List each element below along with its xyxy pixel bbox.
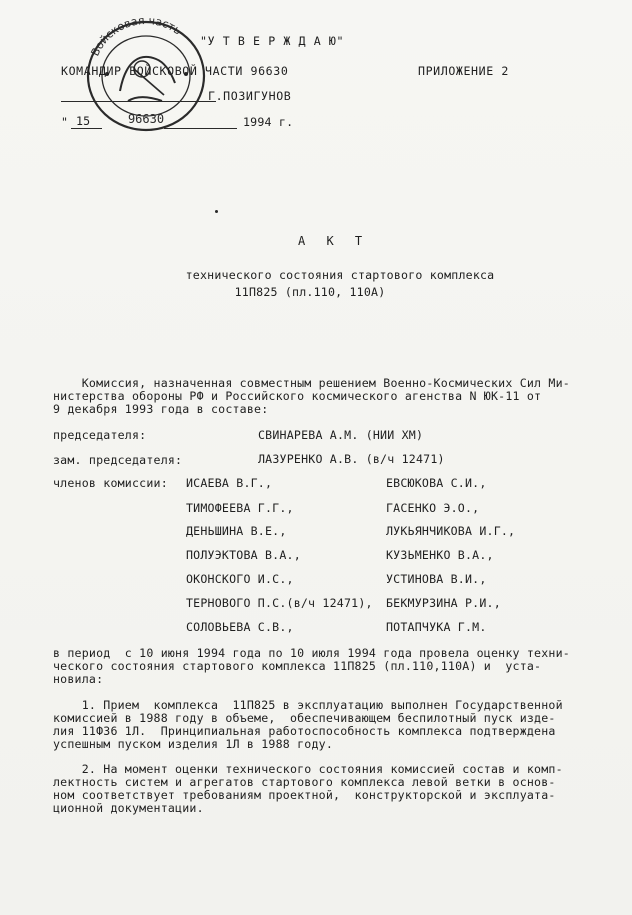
approval-date-day: 15 bbox=[76, 114, 91, 128]
date-day-line bbox=[71, 128, 102, 129]
document-subtitle-line2: 11П825 (пл.110, 110А) bbox=[234, 285, 386, 299]
item2-line-2: лектность систем и агрегатов стартового комплекса левой ветки в основ- bbox=[53, 775, 556, 789]
member-left-3: ДЕНЬШИНА В.Е., bbox=[186, 524, 287, 538]
period-line-1: в период с 10 июня 1994 года по 10 июля 1994 года провела оценку техни- bbox=[53, 646, 570, 660]
item2-line-3: ном соответствует требованиям проектной, конструкторской и эксплуата- bbox=[53, 788, 556, 802]
item2-line-4: ционной документации. bbox=[53, 801, 204, 815]
member-right-6: БЕКМУРЗИНА Р.И., bbox=[386, 596, 501, 610]
intro-line-2: нистерства обороны РФ и Российского космического агенства N ЮК-11 от bbox=[53, 389, 542, 403]
approval-date-year: 1994 г. bbox=[243, 115, 294, 129]
member-left-7: СОЛОВЬЕВА С.В., bbox=[186, 620, 294, 634]
approval-position-line: КОМАНДИР ВОЙСКОВОЙ ЧАСТИ 96630 bbox=[61, 64, 289, 78]
signature-line bbox=[61, 101, 216, 102]
document-subtitle-line1: технического состояния стартового комплекса bbox=[185, 268, 495, 282]
approval-signer: Г.ПОЗИГУНОВ bbox=[208, 89, 292, 103]
chairman-name: СВИНАРЕВА А.М. (НИИ ХМ) bbox=[258, 428, 424, 442]
period-line-3: новила: bbox=[53, 672, 104, 686]
item1-line-3: лия 11Ф36 1Л. Принципиальная работоспособность комплекса подтверждена bbox=[53, 724, 556, 738]
member-left-5: ОКОНСКОГО И.С., bbox=[186, 572, 294, 586]
deputy-label: зам. председателя: bbox=[53, 453, 183, 467]
member-left-4: ПОЛУЭКТОВА В.А., bbox=[186, 548, 301, 562]
date-month-line bbox=[164, 128, 237, 129]
document-title: А К Т bbox=[298, 234, 370, 248]
members-label: членов комиссии: bbox=[53, 476, 168, 490]
deputy-name: ЛАЗУРЕНКО А.В. (в/ч 12471) bbox=[258, 452, 445, 466]
member-left-2: ТИМОФЕЕВА Г.Г., bbox=[186, 501, 294, 515]
approval-date-quote: " bbox=[61, 115, 69, 129]
member-left-1: ИСАЕВА В.Г., bbox=[186, 476, 273, 490]
member-right-1: ЕВСЮКОВА С.И., bbox=[386, 476, 487, 490]
member-left-6: ТЕРНОВОГО П.С.(в/ч 12471), bbox=[186, 596, 373, 610]
item1-line-4: успешным пуском изделия 1Л в 1988 году. bbox=[53, 737, 334, 751]
period-line-2: ческого состояния стартового комплекса 11П825 (пл.110,110А) и уста- bbox=[53, 659, 542, 673]
member-right-7: ПОТАПЧУКА Г.М. bbox=[386, 620, 487, 634]
item1-line-1: 1. Прием комплекса 11П825 в эксплуатацию выполнен Государственной bbox=[53, 698, 563, 712]
stamp-ring-text: Войсковая часть bbox=[88, 14, 184, 59]
member-right-2: ГАСЕНКО Э.О., bbox=[386, 501, 480, 515]
member-right-3: ЛУКЬЯНЧИКОВА И.Г., bbox=[386, 524, 516, 538]
item2-line-1: 2. На момент оценки технического состояния комиссией состав и комп- bbox=[53, 762, 563, 776]
member-right-5: УСТИНОВА В.И., bbox=[386, 572, 487, 586]
approval-header: "У Т В Е Р Ж Д А Ю" bbox=[200, 34, 345, 48]
item1-line-2: комиссией в 1988 году в объеме, обеспечивающем беспилотный пуск изде- bbox=[53, 711, 556, 725]
chairman-label: председателя: bbox=[53, 428, 147, 442]
appendix-label: ПРИЛОЖЕНИЕ 2 bbox=[418, 64, 509, 78]
margin-dot bbox=[215, 210, 218, 213]
intro-line-1: Комиссия, назначенная совместным решением Военно-Космических Сил Ми- bbox=[53, 376, 570, 390]
member-right-4: КУЗЬМЕНКО В.А., bbox=[386, 548, 494, 562]
stamp-number: 96630 bbox=[127, 112, 165, 126]
intro-line-3: 9 декабря 1993 года в составе: bbox=[53, 402, 269, 416]
